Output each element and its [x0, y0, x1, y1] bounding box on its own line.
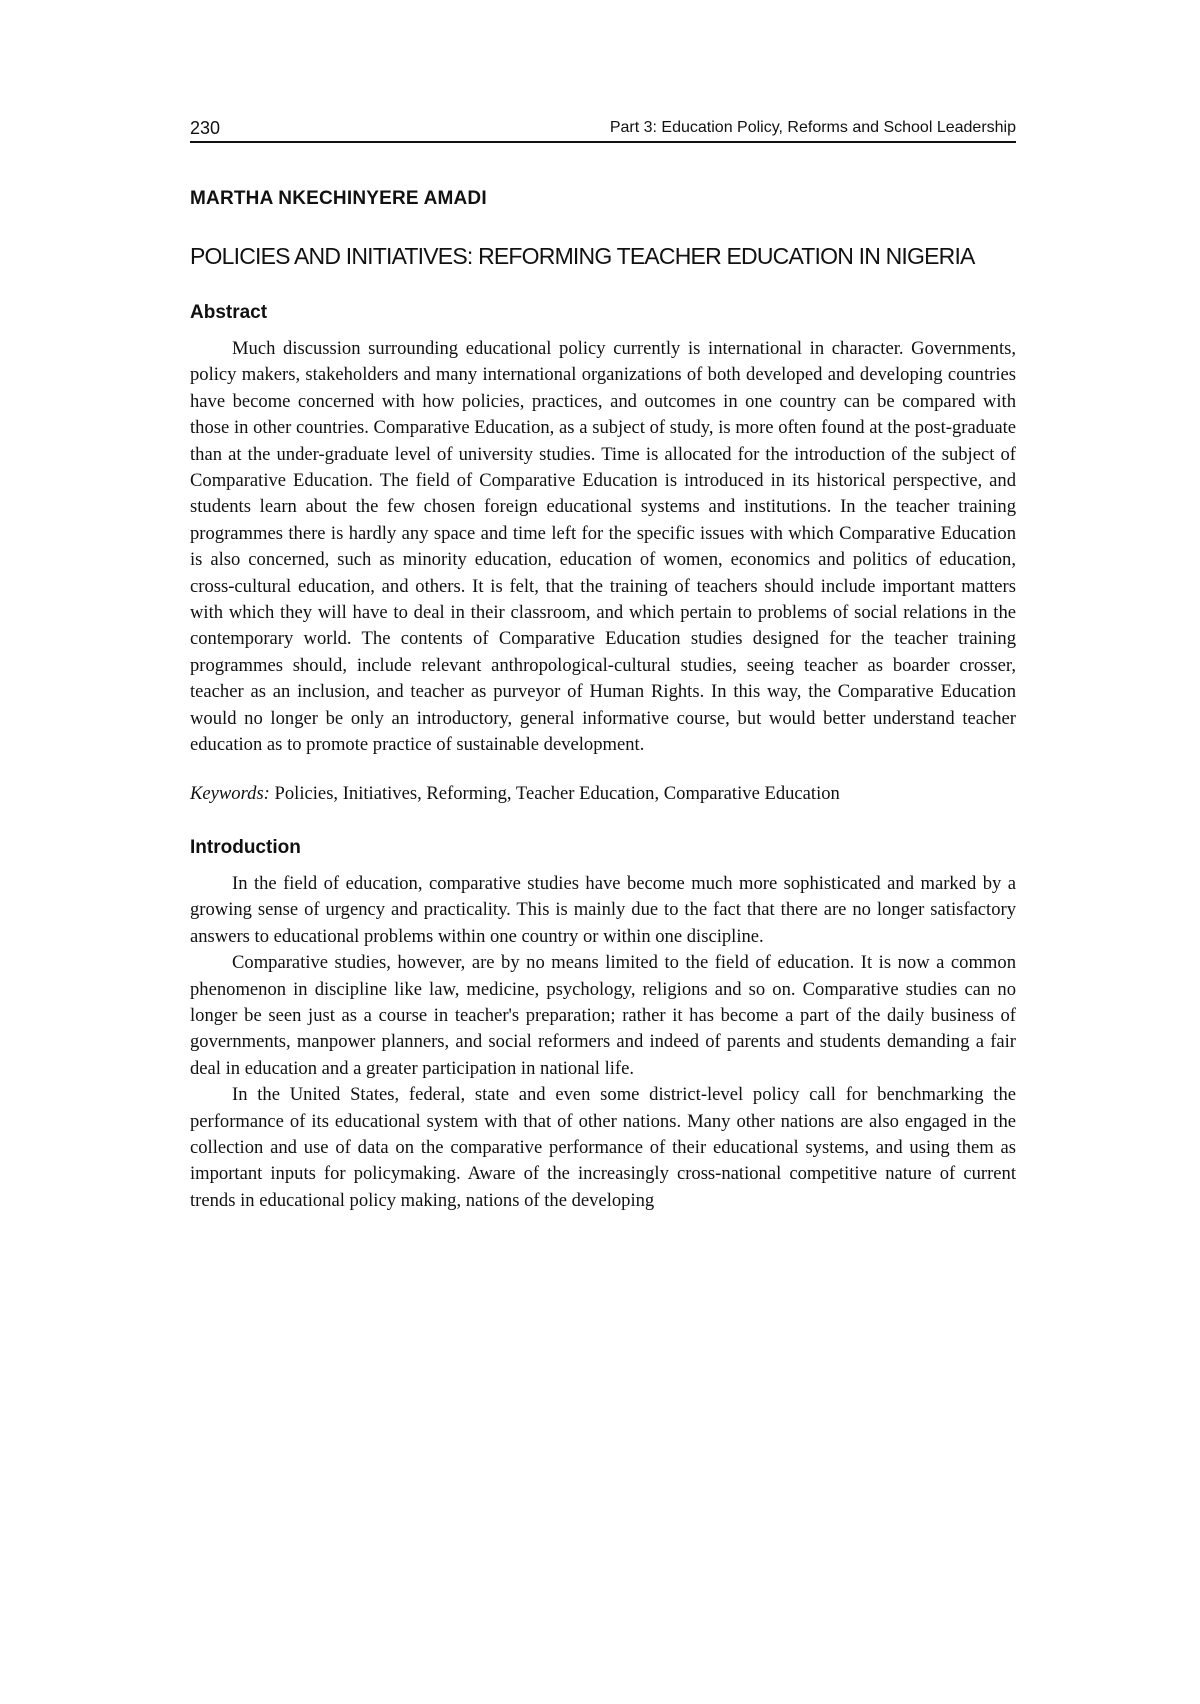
- introduction-paragraph: Comparative studies, however, are by no means limited to the field of education. It is now a common phenomenon in discipline like law, medicine, psychology, religions and so on. Comparative studies can no longer be seen just as a course in teacher's preparation; rather it has become a part of the daily business of governments, manpower planners, and social reformers and indeed of parents and students demanding a fair deal in education and a greater participation in national life.: [190, 952, 1016, 1079]
- introduction-heading: Introduction: [190, 836, 301, 858]
- keywords-label: Keywords:: [190, 782, 270, 804]
- abstract-heading: Abstract: [190, 302, 268, 323]
- running-head: [190, 118, 1016, 143]
- keywords-text: Policies, Initiatives, Reforming, Teacher Education, Comparative Education: [274, 782, 840, 804]
- document-page: [190, 118, 1016, 1214]
- keywords: [190, 781, 1016, 807]
- introduction-paragraph: In the field of education, comparative studies have become much more sophisticated and marked by a growing sense of urgency and practicality. This is mainly due to the fact that there are no longer satisfactory answers to educational problems within one country or within one discipline.: [190, 872, 1016, 947]
- paper-title: POLICIES AND INITIATIVES: REFORMING TEACHER EDUCATION IN NIGERIA: [190, 243, 975, 269]
- abstract-text: Much discussion surrounding educational policy currently is international in character. Governments, policy makers, stakeholders and many international organizations of both developed and developing countries have become concerned with how policies, practices, and outcomes in one country can be compared with those in other countries. Comparative Education, as a subject of study, is more often found at the post-graduate than at the under-graduate level of university studies. Time is allocated for the introduction of the subject of Comparative Education. The field of Comparative Education is introduced in its historical perspective, and students learn about the few chosen foreign educational systems and institutions. In the teacher training programmes there is hardly any space and time left for the specific issues with which Comparative Education is also concerned, such as minority education, education of women, economics and politics of education, cross-cultural education, and others. It is felt, that the training of teachers should include important matters with which they will have to deal in their classroom, and which pertain to problems of social relations in the contemporary world. The contents of Comparative Education studies designed for the teacher training programmes should, include relevant anthropological-cultural studies, seeing teacher as boarder crosser, teacher as an inclusion, and teacher as purveyor of Human Rights. In this way, the Comparative Education would no longer be only an introductory, general informative course, but would better understand teacher education as to promote practice of sustainable development.: [190, 338, 1016, 756]
- page-number: 230: [190, 118, 221, 138]
- introduction-paragraph: In the United States, federal, state and even some district-level policy call for benchmarking the performance of its educational system with that of other nations. Many other nations are also engaged in the collection and use of data on the comparative performance of their educational systems, and using them as important inputs for policymaking. Aware of the increasingly cross-national competitive nature of current trends in educational policy making, nations of the developing: [190, 1084, 1016, 1211]
- running-head-title: Part 3: Education Policy, Reforms and School Leadership: [609, 119, 1016, 136]
- author-name: MARTHA NKECHINYERE AMADI: [190, 188, 487, 209]
